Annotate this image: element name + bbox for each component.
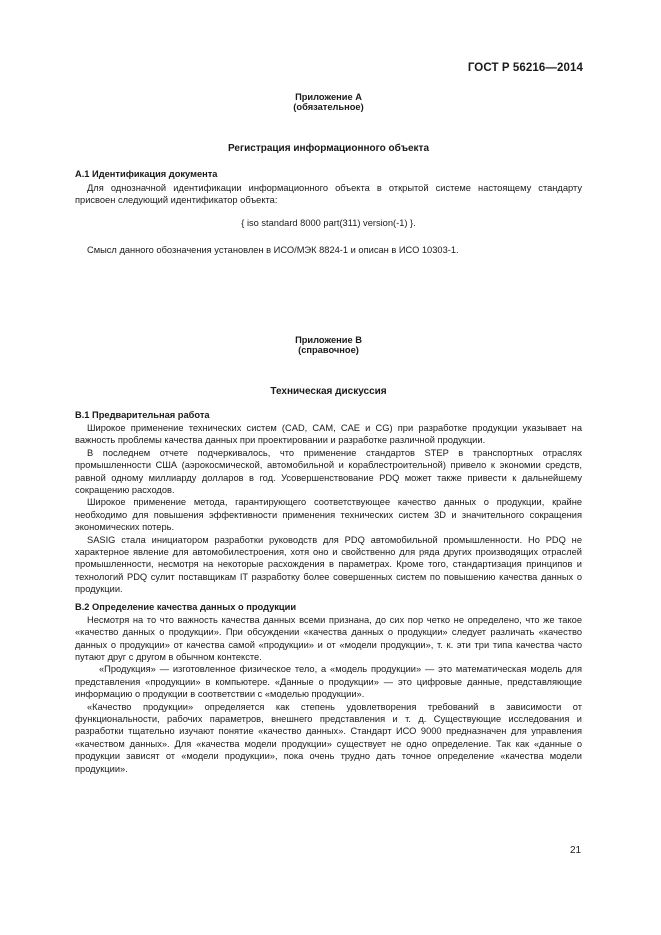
page-number: 21 <box>570 845 582 856</box>
section-b2-title: В.2 Определение качества данных о продукции <box>75 601 297 612</box>
appendix-a-heading: Регистрация информационного объекта <box>227 143 430 154</box>
appendix-b-body <box>75 410 582 775</box>
standard-designation: ГОСТ Р 56216—2014 <box>467 62 583 74</box>
section-b2-paragraph-1: Несмотря на то что важность качества данных всеми признана, до сих пор четко не определено, что же такое «качество данных о продукции». При обсуждении «качества данных о продукции» следует различать «качество данных о продукции» от качества самой «продукции» и от «модели продукции», т. к. эти три типа качества часто путают друг с другом в обычном контексте. <box>75 614 582 662</box>
section-b1-paragraph-2: В последнем отчете подчеркивалось, что применение стандартов STEP в транспортных отраслях промышленности США (аэрокосмической, автомобильной и кораблестроительной) привело к экономии средств, равной одному миллиарду долларов в год. Усовершенствование PDQ может также привести к дальнейшему сокращению расходов. <box>75 447 582 496</box>
appendix-a-title: Приложение А <box>295 92 362 102</box>
appendix-b-header <box>75 335 582 355</box>
section-a1-meaning: Смысл данного обозначения установлен в ИСО/МЭК 8824-1 и описан в ИСО 10303-1. <box>87 244 459 255</box>
section-b1-title: В.1 Предварительная работа <box>75 410 210 420</box>
appendix-b-status: (справочное) <box>298 345 359 355</box>
appendix-b-heading: Техническая дискуссия <box>270 386 387 397</box>
section-a1-paragraph: Для однозначной идентификации информационного объекта в открытой системе настоящему стандарту присвоен следующий идентификатор объекта: <box>75 183 582 206</box>
appendix-a-header <box>75 92 582 112</box>
section-b1-paragraph-4: SASIG стала инициатором разработки руководств для PDQ автомобильной промышленности. Но PDQ не характерное явление для автомобилестроения, хотя оно и свойственно для ряда других производящих отраслей промышленности, несмотря на некоторые расхождения в параметрах. Кроме того, стандартизация принципов и технологий PDQ сулит поставщикам IT разработку более совершенных систем по повышению качества данных о продукции. <box>75 534 582 595</box>
object-identifier-formula: { iso standard 8000 part(311) version(-1) }. <box>241 217 416 228</box>
section-b2-paragraph-3: «Качество продукции» определяется как степень удовлетворения требований в зависимости от функциональности, рабочих параметров, внешнего представления и т. д. Существующие исследования и разработки тщательно изучают понятие «качество данных». Стандарт ИСО 9000 предназначен для управления «качеством данных». Для «качества модели продукции» существует не одно определение. Так как «данные о продукции зависят от «модели продукции», пока очень трудно дать точное определение «качества модели продукции». <box>75 701 582 774</box>
appendix-b-title: Приложение В <box>295 335 362 345</box>
section-b1-paragraph-1: Широкое применение технических систем (CAD, CAM, CAE и CG) при разработке продукции указывает на важность проблемы качества данных при проектировании и разработке различной продукции. <box>75 423 582 446</box>
section-a1-title: А.1 Идентификация документа <box>75 169 218 179</box>
appendix-a-status: (обязательное) <box>293 102 364 112</box>
section-b1-paragraph-3: Широкое применение метода, гарантирующего соответствующее качество данных о продукции, крайне необходимо для повышения эффективности применения технических систем 3D и значительного сокращения экономических потерь. <box>75 497 582 533</box>
appendix-a-body <box>75 169 582 256</box>
section-b2-paragraph-2: «Продукция» — изготовленное физическое тело, а «модель продукции» — это математическая модель для представления «продукции» в компьютере. «Данные о продукции» — это цифровые данные, представляющие информацию о продукции в соответствии с «моделью продукции». <box>75 664 582 700</box>
